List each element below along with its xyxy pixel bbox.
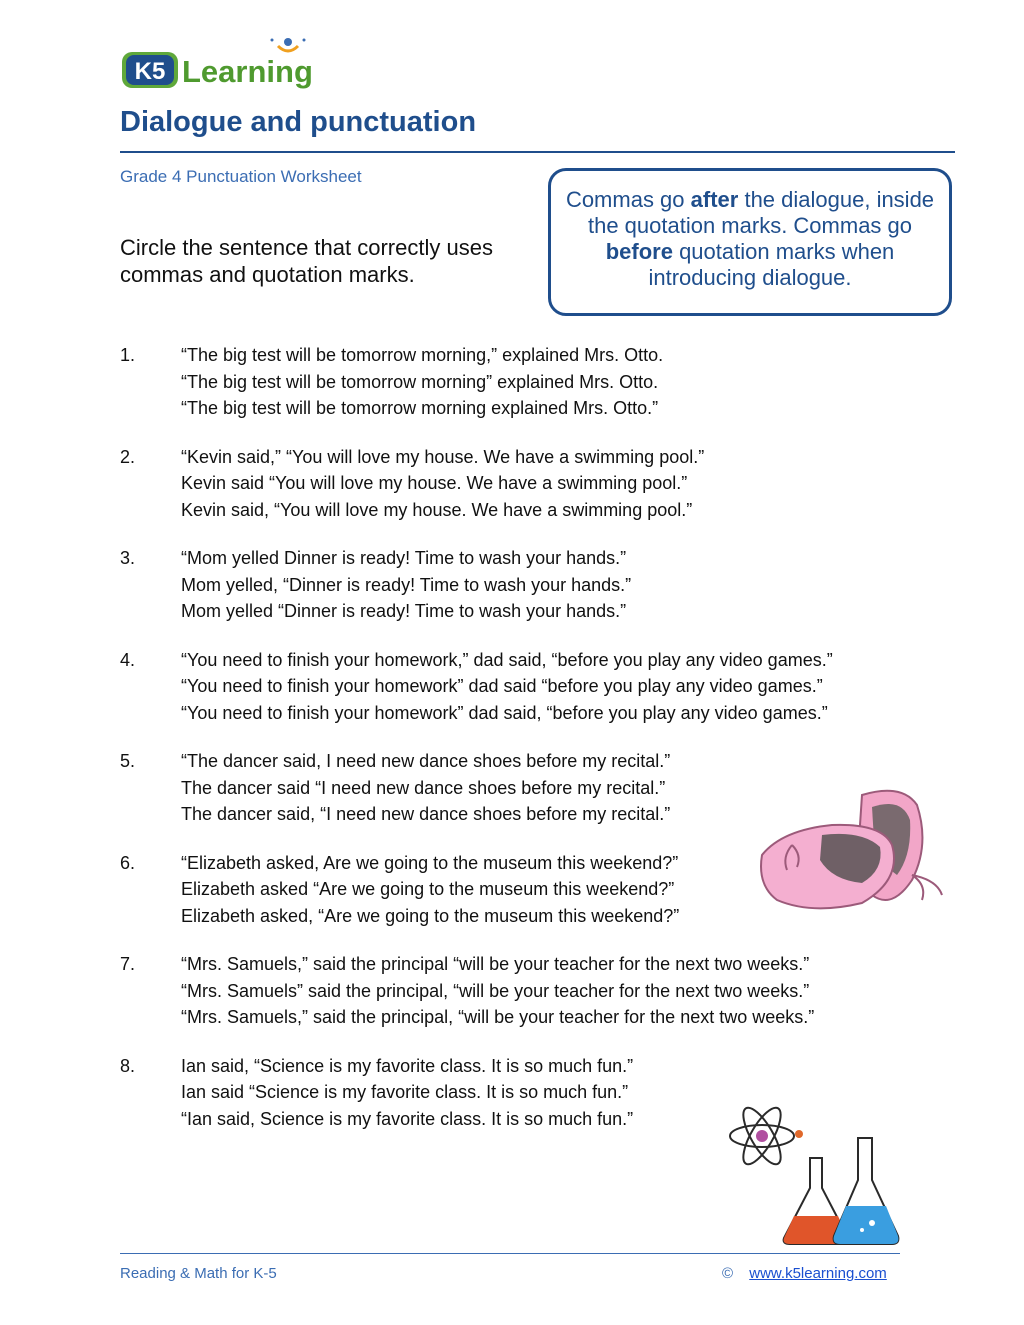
tip-bold-before: before [605,239,673,264]
question-7 [120,951,920,1031]
worksheet-subtitle: Grade 4 Punctuation Worksheet [120,167,362,186]
answer-option[interactable]: “Mrs. Samuels,” said the principal, “will be your teacher for the next two weeks.” [181,1007,815,1027]
question-1 [120,342,920,422]
question-list [120,342,920,1132]
answer-option[interactable]: Ian said “Science is my favorite class. It is so much fun.” [181,1082,629,1102]
question-number: 2. [120,446,136,467]
answer-option[interactable]: Kevin said, “You will love my house. We have a swimming pool.” [181,499,693,520]
answer-option[interactable]: The dancer said, “I need new dance shoes before my recital.” [181,804,671,824]
answer-option[interactable]: “You need to finish your homework” dad said, “before you play any video games.” [181,702,828,723]
ballet-shoes-illustration [752,785,952,920]
website-link[interactable]: www.k5learning.com [749,1265,887,1282]
k5-learning-logo [118,34,348,98]
answer-option[interactable]: “The dancer said, I need new dance shoes before my recital.” [181,751,671,771]
footer-credit [722,1265,887,1282]
answer-option[interactable]: Mom yelled “Dinner is ready! Time to wash your hands.” [181,601,627,621]
answer-option[interactable]: Ian said, “Science is my favorite class. It is so much fun.” [181,1055,634,1076]
answer-option[interactable]: “You need to finish your homework” dad said “before you play any video games.” [181,676,823,696]
answer-option[interactable]: “Mom yelled Dinner is ready! Time to wash your hands.” [181,548,627,568]
answer-option[interactable]: The dancer said “I need new dance shoes before my recital.” [181,777,666,798]
page-title: Dialogue and punctuation [120,106,477,138]
answer-option[interactable]: “Ian said, Science is my favorite class. It is so much fun.” [181,1108,634,1129]
question-number: 5. [120,751,136,771]
tip-box [548,168,952,316]
question-number: 3. [120,548,136,568]
answer-option[interactable]: Elizabeth asked “Are we going to the museum this weekend?” [181,879,675,899]
title-divider [120,151,955,153]
answer-option[interactable]: “Kevin said,” “You will love my house. We have a swimming pool.” [181,446,705,467]
instructions-text: Circle the sentence that correctly uses commas and quotation marks. [120,235,493,287]
answer-option[interactable]: “Mrs. Samuels,” said the principal “will be your teacher for the next two weeks.” [181,954,810,974]
answer-option[interactable]: “The big test will be tomorrow morning” explained Mrs. Otto. [181,371,659,392]
question-2 [120,444,920,524]
answer-option[interactable]: “Elizabeth asked, Are we going to the museum this weekend?” [181,852,679,873]
question-number: 6. [120,852,136,873]
tip-text-3: quotation marks when introducing dialogue. [648,239,895,290]
footer-tagline: Reading & Math for K-5 [120,1265,277,1282]
answer-option[interactable]: Mom yelled, “Dinner is ready! Time to wash your hands.” [181,574,632,595]
logo-learning-text: Learning [182,54,313,89]
tip-bold-after: after [690,187,739,212]
answer-option[interactable]: “You need to finish your homework,” dad said, “before you play any video games.” [181,649,833,670]
question-number: 1. [120,345,136,365]
logo-k5-text: K5 [134,58,166,85]
question-number: 4. [120,649,136,670]
footer-divider [120,1253,900,1254]
question-4 [120,647,920,727]
answer-option[interactable]: Kevin said “You will love my house. We have a swimming pool.” [181,473,688,493]
question-number: 8. [120,1055,136,1076]
answer-option[interactable]: “The big test will be tomorrow morning explained Mrs. Otto.” [181,398,659,418]
science-flasks-illustration [722,1098,912,1248]
answer-option[interactable]: “Mrs. Samuels” said the principal, “will be your teacher for the next two weeks.” [181,980,810,1001]
answer-option[interactable]: Elizabeth asked, “Are we going to the museum this weekend?” [181,905,680,926]
question-number: 7. [120,954,136,974]
tip-text-1: Commas go [565,187,691,212]
copyright-symbol: © [722,1265,734,1282]
answer-option[interactable]: “The big test will be tomorrow morning,” explained Mrs. Otto. [181,345,664,365]
tip-text-2: the dialogue, inside the quotation marks. Commas go [587,187,935,238]
question-3 [120,545,920,625]
